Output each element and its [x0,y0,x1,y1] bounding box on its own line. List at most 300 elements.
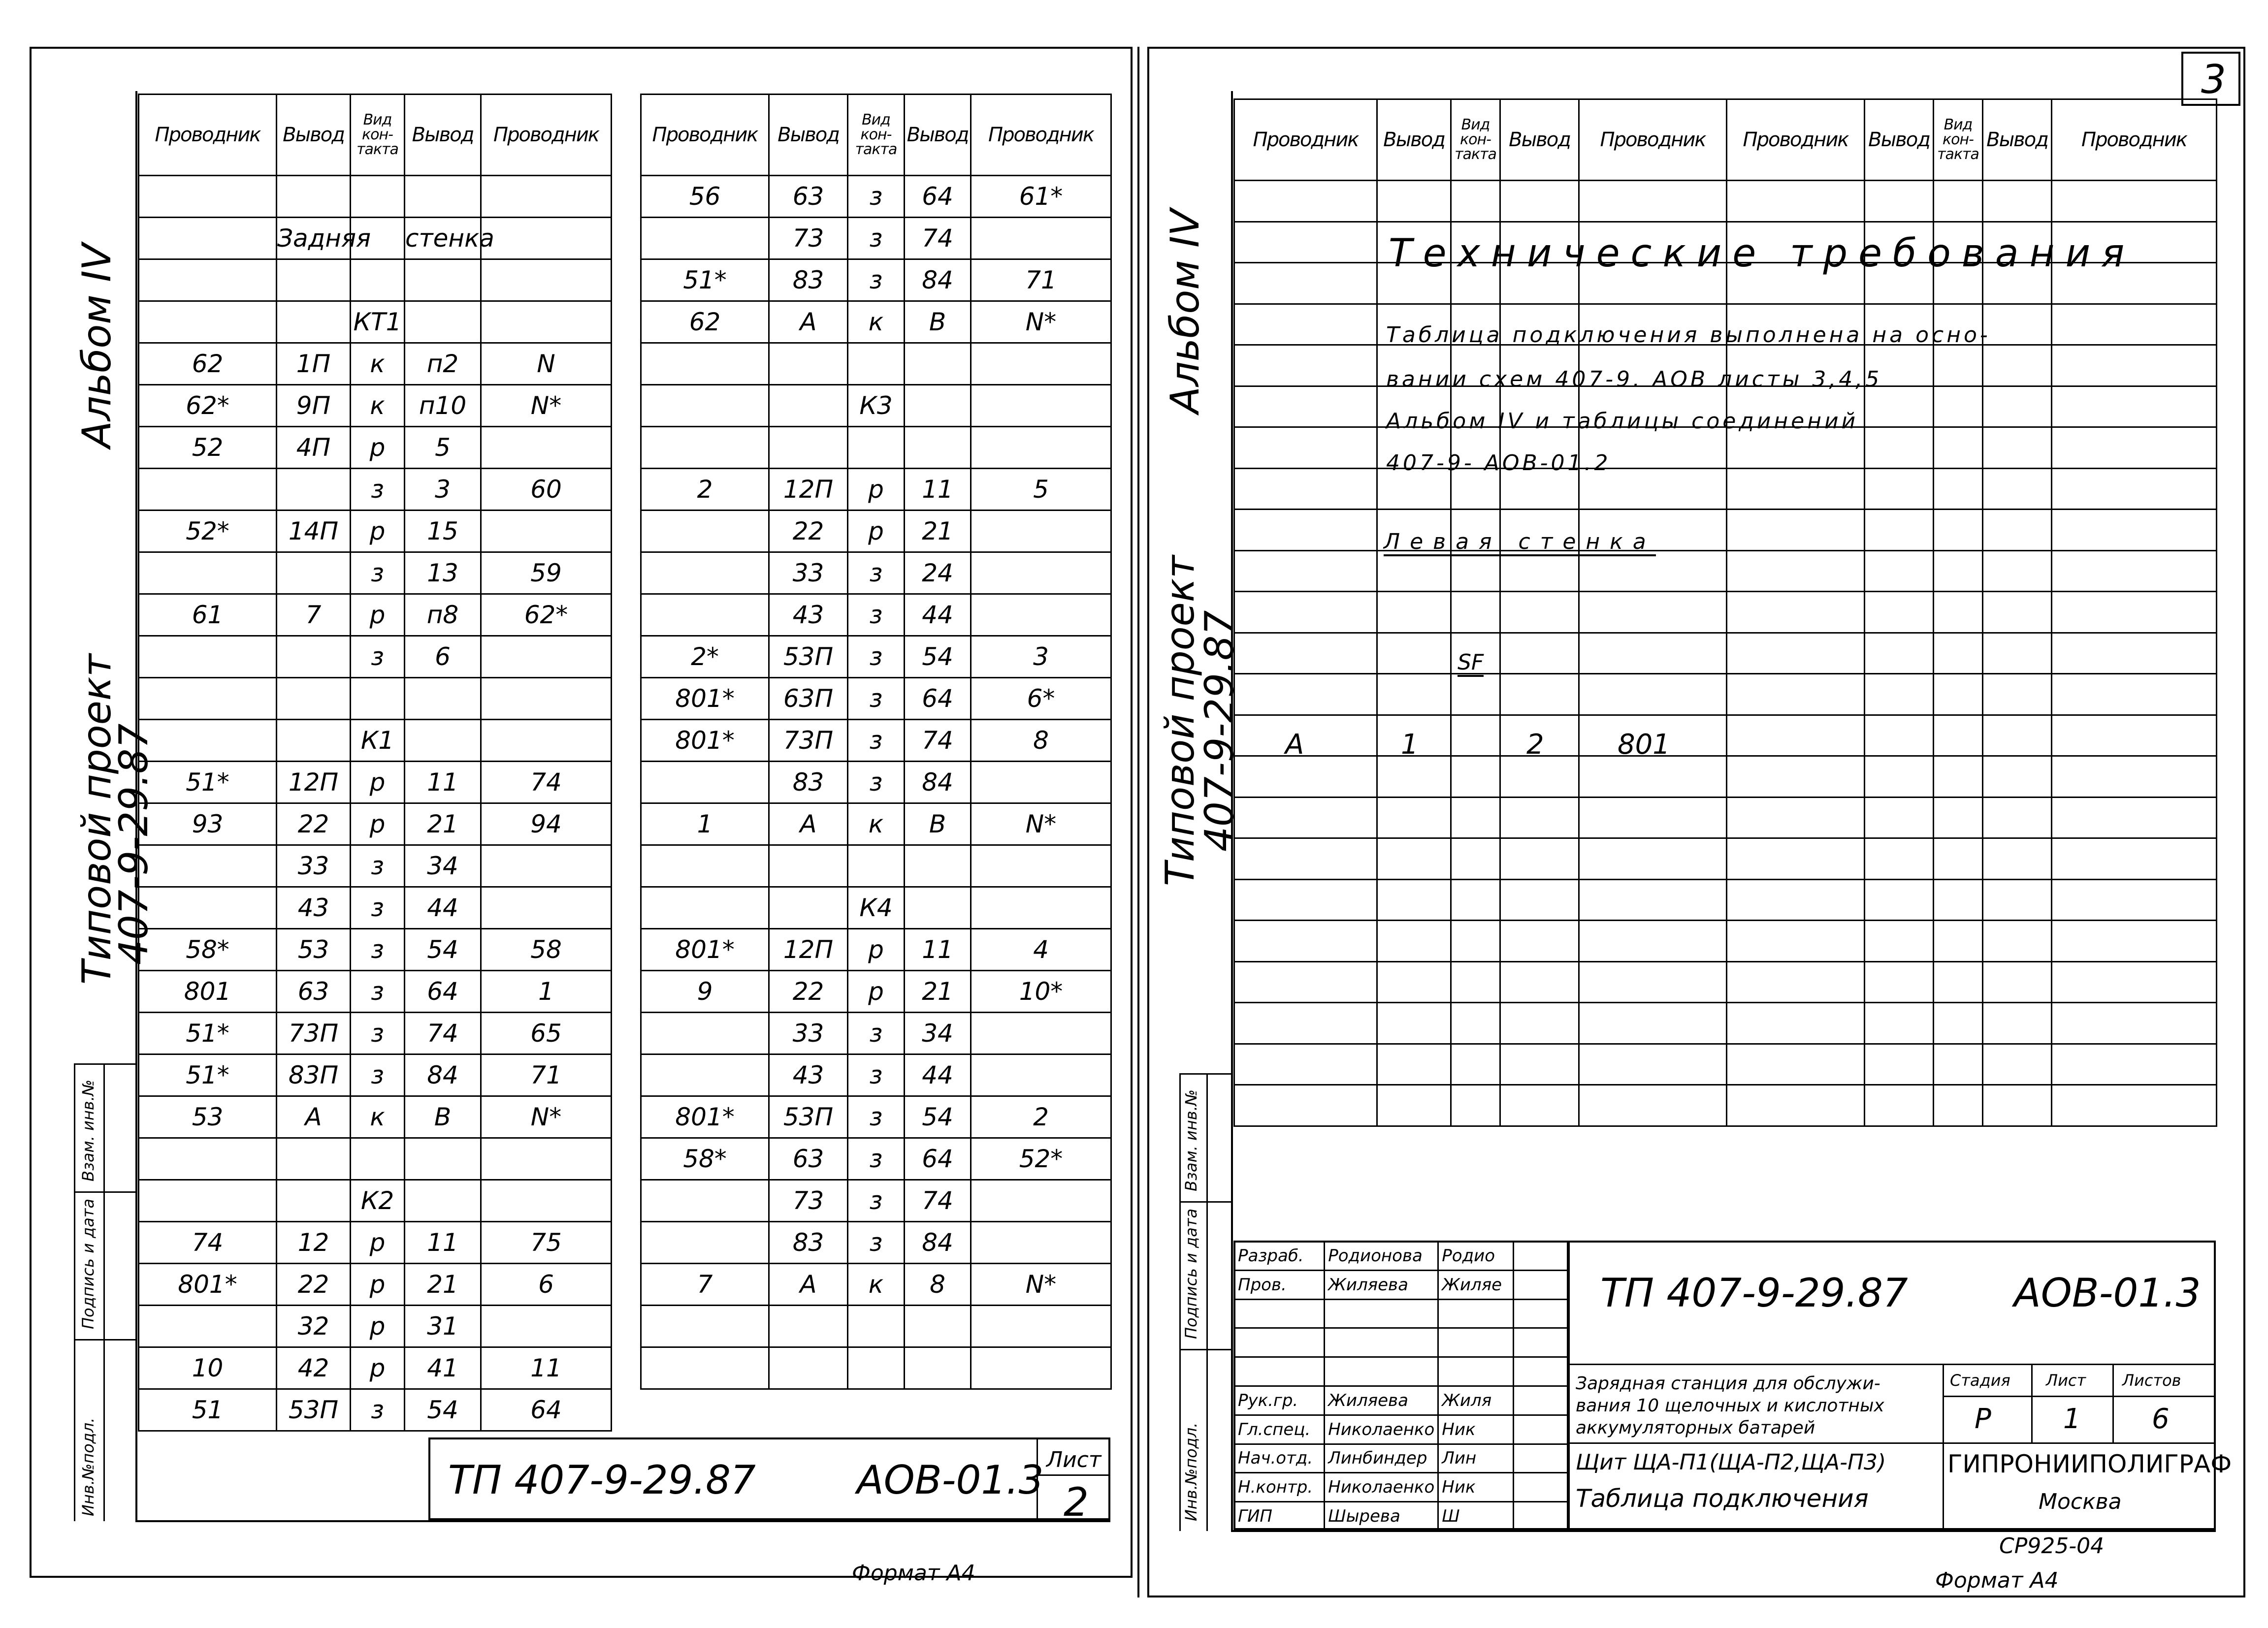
t3-cell [1234,222,1377,263]
t4-row [1727,1003,2217,1044]
t1-cell: стенка [405,218,481,259]
t3-cell [1234,386,1377,427]
t4-cell [1983,674,2052,715]
t2-cell [905,1306,971,1347]
left-project-title: Типовой проект [74,654,120,985]
left-project-number: 407-9-29.87 [111,723,157,965]
t4-cell [1934,838,1983,880]
t4-cell [1865,592,1934,633]
t4-cell [1983,510,2052,551]
t4-cell [1934,468,1983,510]
t4-row [1727,468,2217,510]
t1-cell [139,301,277,343]
t4-row [1727,715,2217,756]
right-stamp-title: Таблица подключения [1576,1484,1869,1513]
t2-cell: 83 [769,762,848,803]
tech-line-4: 407-9- АОВ-01.2 [1386,450,1611,476]
t3-cell [1234,674,1377,715]
right-format-label: Формат А4 [1935,1568,2059,1593]
t1-cell: 54 [405,929,481,971]
t2-cell [641,1306,769,1347]
t4-row [1727,756,2217,798]
t4-cell [2052,797,2217,838]
t2-row [641,1222,1111,1264]
t3-cell [1234,838,1377,880]
t1-cell [139,176,277,218]
t3-cell [1377,550,1451,592]
tech-requirements-title: Технические требования [1389,231,2136,276]
stamp-role-cell: Рук.гр. [1234,1386,1325,1415]
t4-cell [1934,674,1983,715]
t2-cell [641,1180,769,1222]
t4-cell [1865,510,1934,551]
t4-cell [1934,921,1983,962]
right-stamp-sheets-divider [2112,1364,2114,1442]
t2-cell [769,385,848,427]
t4-cell [1865,550,1934,592]
t3-cell [1451,1085,1500,1126]
t1-cell: 11 [481,1347,612,1389]
t3-cell [1377,797,1451,838]
t3-cell [1377,181,1451,222]
t1-cell: 31 [405,1306,481,1347]
t4-cell [2052,468,2217,510]
t2-cell [971,511,1111,552]
t2-cell: 5 [971,469,1111,511]
t4-cell [1934,756,1983,798]
t4-cell [1727,181,1865,222]
t2-cell: р [848,511,905,552]
t2-row [641,1013,1111,1054]
sf-label: SF [1458,650,1484,677]
t2-cell [769,845,848,887]
t1-cell [277,259,351,301]
t1-cell: з [351,636,405,678]
t4-cell [1983,756,2052,798]
t2-cell: 2 [971,1096,1111,1138]
t3-cell [1451,797,1500,838]
t1-row [139,762,612,803]
t4-cell [1727,1003,1865,1044]
left-connection-table-2 [640,94,1112,1390]
t4-cell [2052,181,2217,222]
t4-head-conductor-from: Проводник [1727,99,1865,181]
t1-cell: 93 [139,803,277,845]
stamp-role-cell: Линбиндер [1325,1444,1438,1473]
t1-cell: 22 [277,1264,351,1306]
stamp-role-cell [1234,1299,1325,1328]
t1-row [139,511,612,552]
t2-row [641,511,1111,552]
t4-cell [1727,1044,1865,1085]
t2-row [641,301,1111,343]
t1-cell [405,259,481,301]
t2-cell: 21 [905,511,971,552]
t3-cell [1377,1044,1451,1085]
t2-cell: 801* [641,678,769,720]
t1-cell: 4П [277,427,351,469]
t1-cell: 60 [481,469,612,511]
t2-cell [848,1347,905,1389]
t1-cell [139,678,277,720]
t4-cell [1865,674,1934,715]
t3-cell [1234,1044,1377,1085]
t2-cell [641,1054,769,1096]
t4-cell [1727,1085,1865,1126]
t3-cell [1234,345,1377,386]
t2-cell: к [848,301,905,343]
t2-cell: 2* [641,636,769,678]
t4-cell [2052,838,2217,880]
t1-row [139,845,612,887]
t2-cell: 63 [769,1138,848,1180]
t2-row [641,929,1111,971]
t1-cell: з [351,552,405,594]
t2-row [641,762,1111,803]
t2-cell [905,887,971,929]
t4-cell [2052,592,2217,633]
t1-row [139,929,612,971]
t2-cell: К3 [848,385,905,427]
right-stamp-stage-divider [1943,1364,1944,1530]
t1-row [139,720,612,762]
t1-cell: К2 [351,1180,405,1222]
t3-cell [1377,633,1451,674]
t1-cell [139,887,277,929]
t2-cell [971,427,1111,469]
t1-cell: 41 [405,1347,481,1389]
t2-head-contact-type: Вид кон-такта [848,95,905,176]
stamp-role-cell: Жиляе [1438,1270,1514,1299]
t4-cell [1934,427,1983,469]
t1-row [139,636,612,678]
t1-cell: 6 [405,636,481,678]
t2-cell: к [848,803,905,845]
t2-cell [641,845,769,887]
t1-cell [277,678,351,720]
t2-cell [971,887,1111,929]
tech-line-2: вании схем 407-9. АОВ листы 3,4,5 [1386,367,1882,392]
t4-cell [2052,921,2217,962]
t1-cell [277,1138,351,1180]
t1-cell: 83П [277,1054,351,1096]
t3-cell [1451,961,1500,1003]
t2-cell: з [848,176,905,218]
t4-cell [1934,879,1983,921]
t4-cell [1983,961,2052,1003]
t1-cell [139,218,277,259]
left-stamp-strip-sep1 [74,1191,135,1193]
t2-cell [971,385,1111,427]
t1-row [139,803,612,845]
t1-cell: 51* [139,1054,277,1096]
t2-row [641,1306,1111,1347]
t4-cell [1865,715,1934,756]
t3-cell [1579,1044,1727,1085]
t1-cell [481,176,612,218]
t3-cell [1500,674,1579,715]
t4-cell [2052,427,2217,469]
t3-row [1234,550,1727,592]
t4-cell [1727,879,1865,921]
t3-row [1234,961,1727,1003]
t1-row [139,971,612,1013]
t2-cell: з [848,1096,905,1138]
t2-cell [905,845,971,887]
right-stamp-replace-inv: Взам. инв.№ [1182,1089,1200,1191]
left-album-label: Альбом IV [74,243,120,448]
t1-cell: 32 [277,1306,351,1347]
t2-row [641,1054,1111,1096]
t2-cell: 11 [905,929,971,971]
t2-cell [641,594,769,636]
t2-cell [971,594,1111,636]
t4-cell [2052,674,2217,715]
t2-cell: 44 [905,1054,971,1096]
t2-cell [905,343,971,385]
t2-cell [641,218,769,259]
t2-cell [641,887,769,929]
t3-cell [1579,1003,1727,1044]
t2-row [641,1096,1111,1138]
t1-cell: 62* [139,385,277,427]
t4-cell [1934,797,1983,838]
t3-cell [1377,1003,1451,1044]
right-album-label: Альбом IV [1162,209,1208,414]
t1-cell [481,259,612,301]
stamp-role-cell: Родионова [1325,1242,1438,1271]
t2-cell: з [848,1222,905,1264]
t1-cell [405,720,481,762]
stamp-role-row [1234,1242,1568,1271]
t2-cell: N* [971,301,1111,343]
t2-cell [641,552,769,594]
t3-cell [1500,181,1579,222]
t1-cell [139,720,277,762]
t1-cell [405,1180,481,1222]
t4-cell [1934,633,1983,674]
left-inner-frame-bottom [135,1520,1110,1522]
t3-cell [1500,838,1579,880]
t2-cell [971,1054,1111,1096]
t1-cell [481,218,612,259]
t1-row [139,1222,612,1264]
t4-cell [1983,345,2052,386]
right-stamp-strip-sep2 [1179,1349,1231,1350]
t1-cell: 65 [481,1013,612,1054]
t4-cell [1727,633,1865,674]
t1-cell: 71 [481,1054,612,1096]
t2-cell [848,427,905,469]
left-stamp-strip-sep2 [74,1339,135,1341]
stamp-role-cell [1514,1299,1568,1328]
t2-row [641,176,1111,218]
t1-cell: 801* [139,1264,277,1306]
t3-cell [1377,592,1451,633]
t1-head-conductor-to: Проводник [481,95,612,176]
t4-cell [1983,386,2052,427]
t4-cell [1934,1085,1983,1126]
t2-cell [641,427,769,469]
t1-cell: к [351,343,405,385]
t3-cell [1234,756,1377,798]
left-title-block-sheet-sep [1037,1474,1110,1476]
t1-cell: р [351,803,405,845]
t4-cell [1727,674,1865,715]
t4-cell [1865,1003,1934,1044]
t1-cell: 52 [139,427,277,469]
t3-cell [1451,1044,1500,1085]
t2-row [641,552,1111,594]
t3-head-conductor-from: Проводник [1234,99,1377,181]
t1-cell [481,1306,612,1347]
t1-cell: п10 [405,385,481,427]
t2-cell: В [905,301,971,343]
right-stamp-roles [1233,1241,1568,1532]
t2-cell: 21 [905,971,971,1013]
t4-row [1727,797,2217,838]
stamp-role-cell [1514,1444,1568,1473]
t2-cell: 43 [769,594,848,636]
t1-cell: 53П [277,1389,351,1431]
t1-row [139,1013,612,1054]
t3-cell [1234,550,1377,592]
t1-cell: 42 [277,1347,351,1389]
t2-cell: 62 [641,301,769,343]
t4-cell [2052,1044,2217,1085]
stamp-role-cell [1514,1242,1568,1271]
t3-cell [1579,550,1727,592]
right-stamp-sheet: 1 [2063,1403,2081,1435]
t3-cell [1377,674,1451,715]
t1-cell [139,636,277,678]
t4-cell [2052,961,2217,1003]
left-stamp-strip-mid [103,1063,105,1521]
stamp-role-cell [1514,1415,1568,1444]
t2-cell: А [769,1264,848,1306]
t2-cell: 74 [905,218,971,259]
t4-cell [1727,510,1865,551]
t4-cell [1934,1044,1983,1085]
t2-cell: 44 [905,594,971,636]
t4-cell [2052,756,2217,798]
t3-cell [1579,797,1727,838]
t1-cell [405,176,481,218]
t3-cell [1234,468,1377,510]
t1-cell: 12П [277,762,351,803]
t1-row [139,1347,612,1389]
t1-cell: 12 [277,1222,351,1264]
t4-head-terminal-from: Вывод [1865,99,1934,181]
t1-cell: N* [481,1096,612,1138]
stamp-role-cell [1325,1299,1438,1328]
t2-row [641,218,1111,259]
t4-cell [1983,797,2052,838]
t2-cell [971,1180,1111,1222]
t2-cell: 53П [769,636,848,678]
t3-row [1234,674,1727,715]
left-title-doc: АОВ-01.3 [857,1457,1044,1503]
t4-cell [1865,797,1934,838]
t4-cell [1865,921,1934,962]
t1-row [139,552,612,594]
t2-row [641,343,1111,385]
t1-cell: А [277,1096,351,1138]
t3-cell [1234,181,1377,222]
t3-cell [1234,1003,1377,1044]
t2-cell [641,762,769,803]
t4-row [1727,550,2217,592]
t3-cell [1377,756,1451,798]
t1-cell: 53 [139,1096,277,1138]
t4-cell [2052,715,2217,756]
t4-cell [2052,879,2217,921]
t2-cell [769,427,848,469]
left-title-sheet-label: Лист [1046,1447,1102,1472]
t2-cell [971,343,1111,385]
t2-cell: р [848,971,905,1013]
t4-cell [1983,1085,2052,1126]
t2-cell: 64 [905,176,971,218]
t3-cell [1451,921,1500,962]
t1-cell [481,1180,612,1222]
t2-cell: 6* [971,678,1111,720]
t2-cell [769,1347,848,1389]
t1-cell [277,301,351,343]
t1-row [139,427,612,469]
t1-cell [277,469,351,511]
tech-line-1: Таблица подключения выполнена на осно- [1386,322,1991,348]
t4-cell [1727,921,1865,962]
stamp-role-cell: Ник [1438,1415,1514,1444]
right-stamp-stage: Р [1975,1403,1991,1435]
t2-cell: 8 [971,720,1111,762]
stamp-role-row [1234,1473,1568,1502]
right-stamp-code: ТП 407-9-29.87 [1600,1270,1908,1316]
t1-cell: 51 [139,1389,277,1431]
stamp-role-cell: Гл.спец. [1234,1415,1325,1444]
t2-cell: 64 [905,1138,971,1180]
t2-cell [641,511,769,552]
t3-cell [1579,592,1727,633]
t3-cell [1377,921,1451,962]
t4-head-terminal-to: Вывод [1983,99,2052,181]
t2-cell: 34 [905,1013,971,1054]
t1-cell: 3 [405,469,481,511]
t4-row [1727,510,2217,551]
t2-cell: 63П [769,678,848,720]
t4-cell [1983,1003,2052,1044]
t3-cell [1500,1044,1579,1085]
right-stamp-city: Москва [2039,1489,2122,1514]
t4-cell [1865,181,1934,222]
t1-row [139,176,612,218]
t2-cell: 54 [905,1096,971,1138]
t1-row [139,1138,612,1180]
t1-cell: р [351,1264,405,1306]
stamp-role-cell: Жиляева [1325,1386,1438,1415]
t4-cell [1865,961,1934,1003]
t3-cell [1234,879,1377,921]
t4-cell [1727,797,1865,838]
t2-cell: 801* [641,929,769,971]
t3-cell [1451,592,1500,633]
t2-cell: 801* [641,1096,769,1138]
t3-cell [1579,756,1727,798]
right-stamp-strip-mid [1206,1073,1208,1531]
t1-cell: 54 [405,1389,481,1431]
t1-cell [351,259,405,301]
